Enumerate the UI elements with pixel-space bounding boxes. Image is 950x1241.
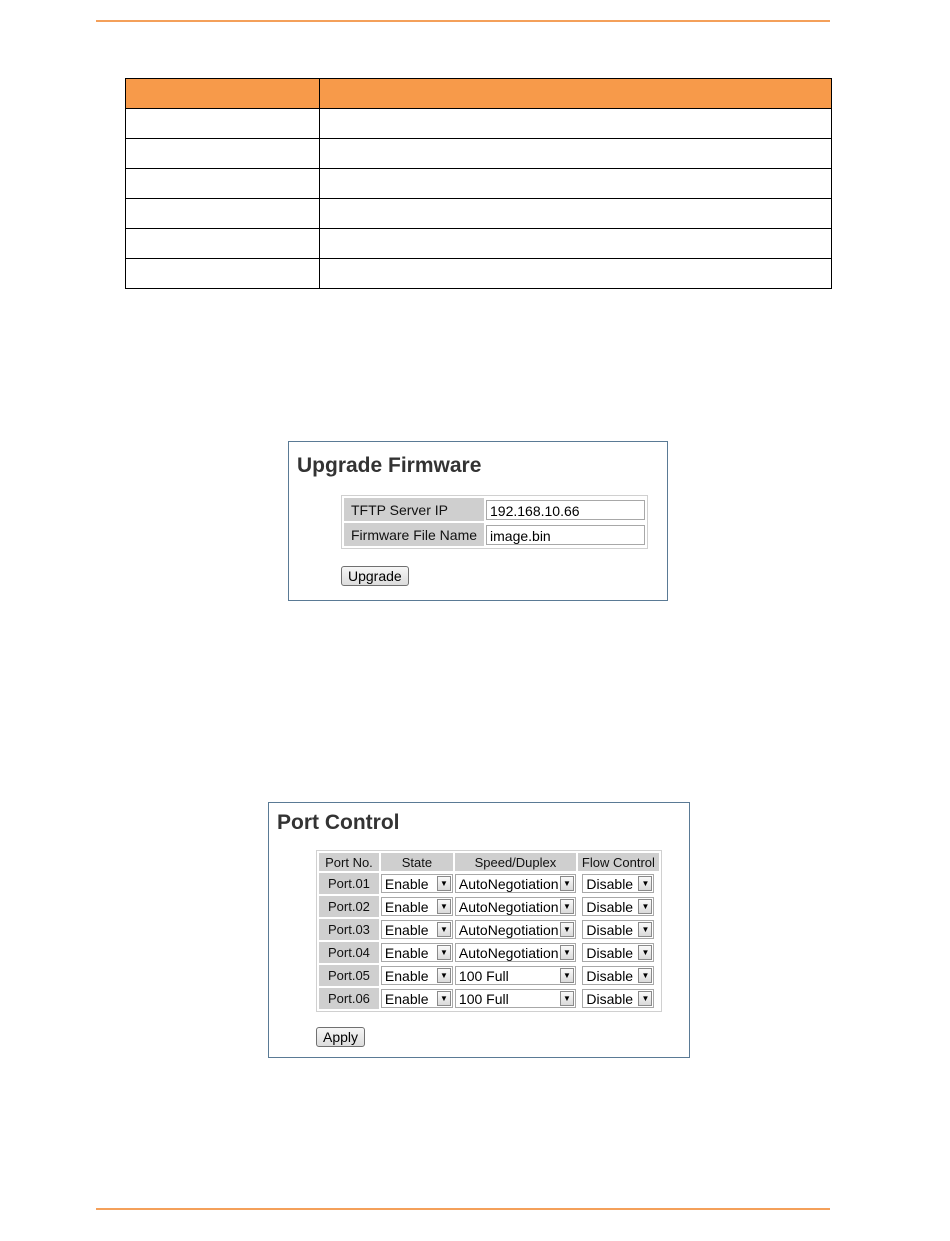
- chevron-down-icon[interactable]: ▼: [560, 899, 574, 914]
- state-select-value: Enable: [384, 944, 429, 961]
- table-cell: [320, 139, 832, 169]
- chevron-down-icon[interactable]: ▼: [560, 991, 574, 1006]
- flow-control-select[interactable]: [582, 874, 654, 893]
- firmware-file-name-label: Firmware File Name: [344, 523, 484, 546]
- port-number: Port.04: [319, 942, 379, 963]
- table-cell: [320, 229, 832, 259]
- flow-control-select[interactable]: [582, 943, 654, 962]
- speed-duplex-select[interactable]: [455, 966, 576, 985]
- apply-button[interactable]: Apply: [316, 1027, 365, 1047]
- speed-duplex-select-value: AutoNegotiation: [458, 921, 559, 938]
- column-header-flow-control: Flow Control: [578, 853, 659, 871]
- port-number: Port.03: [319, 919, 379, 940]
- chevron-down-icon[interactable]: ▼: [437, 945, 451, 960]
- chevron-down-icon[interactable]: ▼: [638, 991, 652, 1006]
- table-cell: [320, 199, 832, 229]
- chevron-down-icon[interactable]: ▼: [638, 922, 652, 937]
- table-header-cell: [320, 79, 832, 109]
- table-row: [319, 942, 659, 963]
- table-row: [126, 199, 832, 229]
- speed-duplex-select-value: 100 Full: [458, 967, 509, 984]
- table-row: [319, 965, 659, 986]
- chevron-down-icon[interactable]: ▼: [437, 922, 451, 937]
- chevron-down-icon[interactable]: ▼: [560, 968, 574, 983]
- chevron-down-icon[interactable]: ▼: [560, 922, 574, 937]
- flow-control-select[interactable]: [582, 920, 654, 939]
- speed-duplex-select[interactable]: [455, 874, 576, 893]
- port-table-header: [319, 853, 659, 871]
- table-row: [319, 988, 659, 1009]
- port-number: Port.01: [319, 873, 379, 894]
- chevron-down-icon[interactable]: ▼: [437, 899, 451, 914]
- table-cell: [320, 259, 832, 289]
- chevron-down-icon[interactable]: ▼: [560, 945, 574, 960]
- speed-duplex-select[interactable]: [455, 943, 576, 962]
- parameter-table: [125, 78, 832, 289]
- flow-control-select[interactable]: [582, 989, 654, 1008]
- state-select-value: Enable: [384, 967, 429, 984]
- chevron-down-icon[interactable]: ▼: [437, 876, 451, 891]
- speed-duplex-select-value: 100 Full: [458, 990, 509, 1007]
- chevron-down-icon[interactable]: ▼: [560, 876, 574, 891]
- column-header-port-no: Port No.: [319, 853, 379, 871]
- table-cell: [320, 109, 832, 139]
- table-row: [126, 139, 832, 169]
- speed-duplex-select[interactable]: [455, 897, 576, 916]
- state-select[interactable]: [381, 897, 453, 916]
- state-select[interactable]: [381, 920, 453, 939]
- state-select[interactable]: [381, 943, 453, 962]
- state-select-value: Enable: [384, 990, 429, 1007]
- port-number: Port.06: [319, 988, 379, 1009]
- table-row: [319, 873, 659, 894]
- port-number: Port.05: [319, 965, 379, 986]
- flow-control-select-value: Disable: [586, 898, 634, 915]
- chevron-down-icon[interactable]: ▼: [638, 945, 652, 960]
- state-select[interactable]: [381, 874, 453, 893]
- upgrade-button[interactable]: Upgrade: [341, 566, 409, 586]
- flow-control-select-value: Disable: [586, 944, 634, 961]
- tftp-server-ip-input[interactable]: 192.168.10.66: [486, 500, 645, 520]
- panel-title: Port Control: [277, 811, 400, 834]
- speed-duplex-select[interactable]: [455, 920, 576, 939]
- speed-duplex-select-value: AutoNegotiation: [458, 898, 559, 915]
- firmware-form: [341, 495, 648, 549]
- table-cell: [126, 169, 320, 199]
- state-select[interactable]: [381, 966, 453, 985]
- port-control-table: [316, 850, 662, 1012]
- table-cell: [126, 229, 320, 259]
- flow-control-select-value: Disable: [586, 875, 634, 892]
- speed-duplex-select[interactable]: [455, 989, 576, 1008]
- chevron-down-icon[interactable]: ▼: [638, 968, 652, 983]
- speed-duplex-select-value: AutoNegotiation: [458, 944, 559, 961]
- port-number: Port.02: [319, 896, 379, 917]
- table-cell: [126, 199, 320, 229]
- chevron-down-icon[interactable]: ▼: [437, 968, 451, 983]
- tftp-server-ip-label: TFTP Server IP: [344, 498, 484, 521]
- flow-control-select-value: Disable: [586, 921, 634, 938]
- table-header-cell: [126, 79, 320, 109]
- column-header-state: State: [381, 853, 453, 871]
- table-cell: [320, 169, 832, 199]
- footer-rule: [96, 1208, 830, 1210]
- state-select-value: Enable: [384, 875, 429, 892]
- flow-control-select[interactable]: [582, 966, 654, 985]
- table-row: [126, 169, 832, 199]
- state-select-value: Enable: [384, 898, 429, 915]
- chevron-down-icon[interactable]: ▼: [437, 991, 451, 1006]
- table-cell: [126, 259, 320, 289]
- header-rule: [96, 20, 830, 22]
- state-select[interactable]: [381, 989, 453, 1008]
- state-select-value: Enable: [384, 921, 429, 938]
- table-row: [319, 896, 659, 917]
- speed-duplex-select-value: AutoNegotiation: [458, 875, 559, 892]
- table-row: [126, 109, 832, 139]
- chevron-down-icon[interactable]: ▼: [638, 876, 652, 891]
- table-row: [126, 229, 832, 259]
- flow-control-select[interactable]: [582, 897, 654, 916]
- table-cell: [126, 109, 320, 139]
- upgrade-firmware-panel: [288, 441, 668, 601]
- flow-control-select-value: Disable: [586, 967, 634, 984]
- column-header-speed-duplex: Speed/Duplex: [455, 853, 576, 871]
- table-row: [319, 919, 659, 940]
- table-row: [126, 259, 832, 289]
- firmware-file-name-input[interactable]: image.bin: [486, 525, 645, 545]
- panel-title: Upgrade Firmware: [297, 454, 482, 477]
- chevron-down-icon[interactable]: ▼: [638, 899, 652, 914]
- table-cell: [126, 139, 320, 169]
- port-control-panel: [268, 802, 690, 1058]
- table-header-row: [126, 79, 832, 109]
- flow-control-select-value: Disable: [586, 990, 634, 1007]
